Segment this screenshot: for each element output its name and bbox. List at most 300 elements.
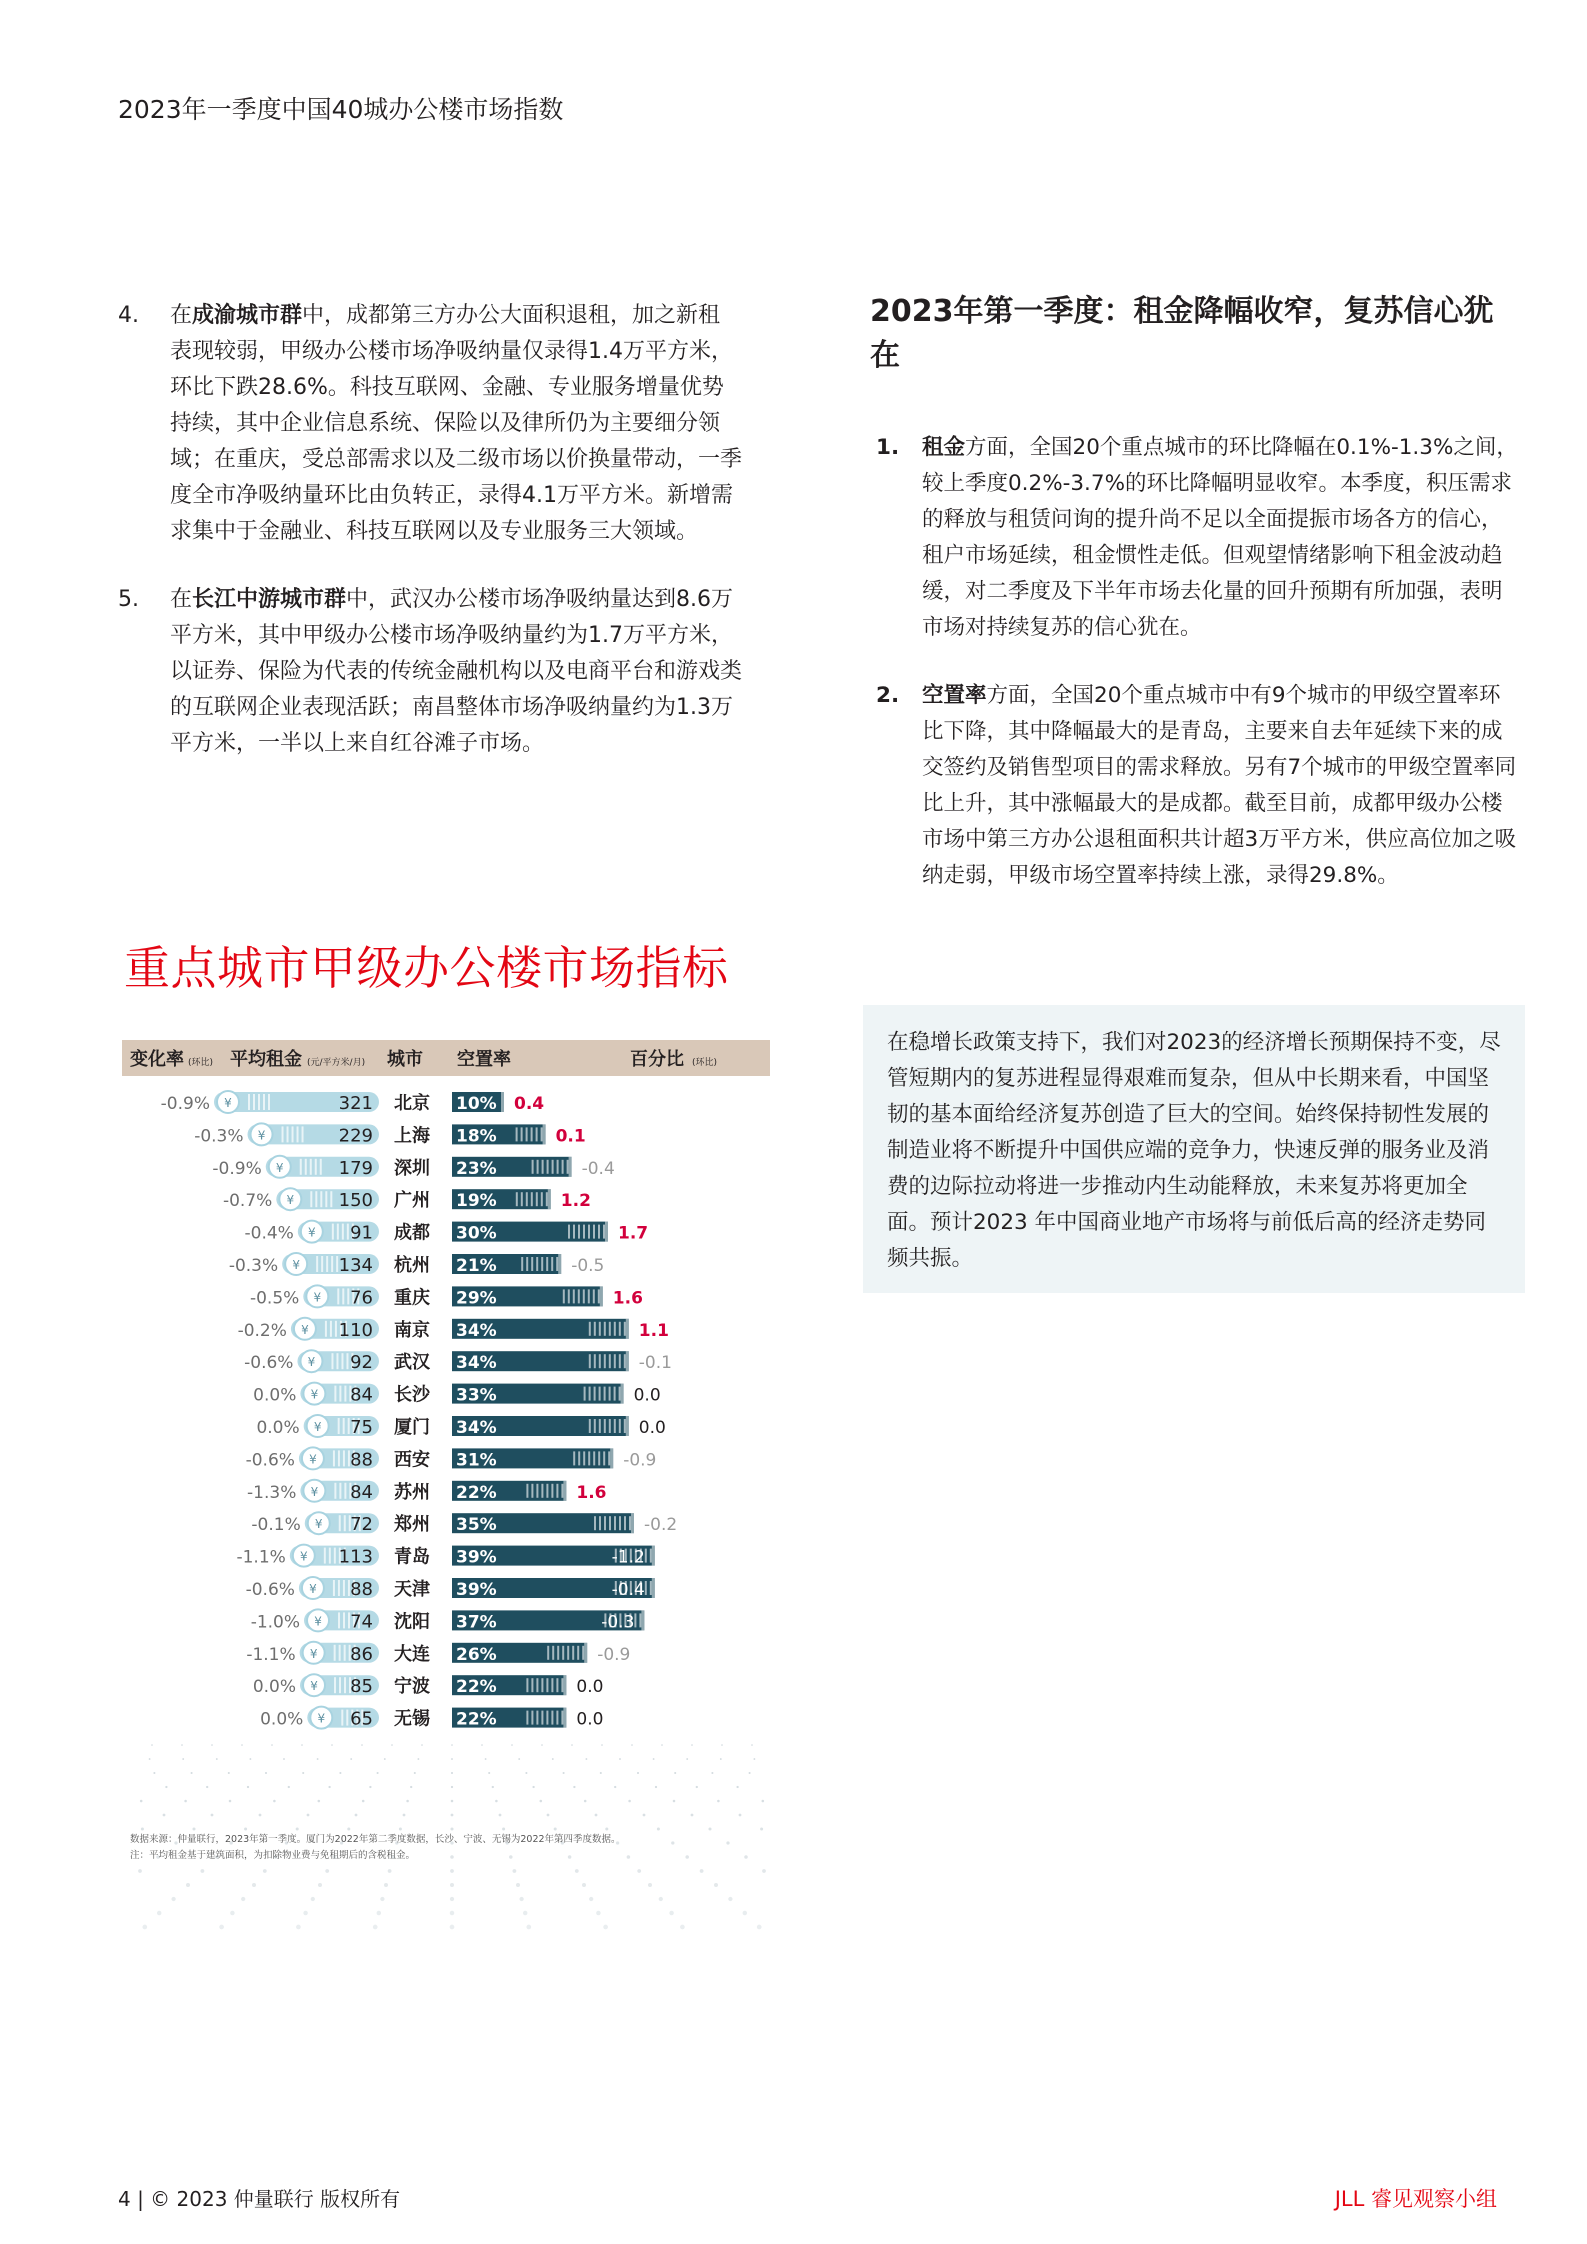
city-label: 深圳 bbox=[394, 1157, 430, 1179]
city-label: 成都 bbox=[394, 1222, 430, 1244]
vacancy-bar-stripe bbox=[614, 1516, 616, 1530]
background-dot bbox=[680, 1925, 685, 1930]
vacancy-bar-stripe bbox=[557, 1160, 559, 1174]
rent-bar-stripe bbox=[320, 1191, 322, 1207]
bold-term: 租金 bbox=[922, 435, 966, 460]
background-dot bbox=[140, 1800, 143, 1803]
background-dot bbox=[720, 1758, 722, 1760]
rent-bar-stripe bbox=[346, 1710, 348, 1726]
yuan-symbol: ¥ bbox=[313, 1290, 322, 1305]
city-label: 南京 bbox=[394, 1319, 430, 1341]
vacancy-bar-stripe bbox=[541, 1127, 543, 1141]
vacancy-bar-stripe bbox=[624, 1516, 626, 1530]
rent-bar-stripe bbox=[338, 1612, 340, 1628]
vacancy-bar-stripe bbox=[599, 1387, 601, 1401]
background-dot bbox=[171, 1897, 175, 1901]
yuan-symbol: ¥ bbox=[314, 1517, 323, 1532]
chart-svg bbox=[122, 1040, 782, 1940]
background-dot bbox=[739, 1814, 742, 1817]
background-dot bbox=[380, 1897, 384, 1901]
rent-bar-stripe bbox=[333, 1450, 335, 1466]
rent-bar-stripe bbox=[329, 1548, 331, 1564]
background-dot bbox=[450, 1883, 454, 1887]
rent-bar-stripe bbox=[334, 1548, 336, 1564]
vacancy-bar-stripe bbox=[583, 1289, 585, 1303]
vacancy-label: 37% bbox=[456, 1612, 497, 1633]
background-dot bbox=[532, 1786, 534, 1788]
background-dot bbox=[499, 1814, 502, 1817]
header-rent-sub: (元/平方米/月) bbox=[307, 1058, 366, 1068]
vacancy-bar-stripe bbox=[556, 1257, 558, 1271]
vacancy-bar-stripe bbox=[604, 1322, 606, 1336]
rent-bar-stripe bbox=[325, 1191, 327, 1207]
vacancy-label: 35% bbox=[456, 1515, 497, 1536]
rent-change-label: -0.9% bbox=[160, 1094, 210, 1114]
paragraph-rent bbox=[870, 430, 1520, 646]
rent-bar-stripe bbox=[321, 1256, 323, 1272]
rent-bar-stripe bbox=[339, 1483, 341, 1499]
background-dot bbox=[736, 1786, 738, 1788]
vacancy-bar-stripe bbox=[573, 1225, 575, 1239]
rent-bar-stripe bbox=[334, 1645, 336, 1661]
yuan-symbol: ¥ bbox=[275, 1160, 284, 1175]
rent-value-label: 65 bbox=[350, 1708, 373, 1730]
vacancy-bar-stripe bbox=[557, 1646, 559, 1660]
vacancy-bar-stripe bbox=[582, 1646, 584, 1660]
vacancy-bar-tip bbox=[563, 1481, 566, 1501]
yuan-symbol: ¥ bbox=[292, 1258, 300, 1272]
city-label: 天津 bbox=[394, 1579, 430, 1600]
background-dot bbox=[184, 1800, 187, 1803]
chart-source-note: 数据来源：仲量联行，2023年第一季度。厦门为2022年第二季度数据，长沙、宁波、无锡为2022年第四季度数据。 bbox=[130, 1834, 621, 1845]
yuan-symbol: ¥ bbox=[309, 1452, 317, 1467]
vacancy-label: 22% bbox=[456, 1482, 497, 1503]
background-dot bbox=[228, 1772, 230, 1774]
vacancy-bar-stripe bbox=[561, 1711, 563, 1725]
paragraph-number: 1. bbox=[876, 435, 900, 460]
background-dot bbox=[451, 1772, 453, 1774]
rent-change-label: 0.0% bbox=[253, 1385, 297, 1406]
rent-bar-stripe bbox=[342, 1288, 344, 1304]
background-dot bbox=[163, 1814, 166, 1817]
rent-bar-stripe bbox=[338, 1450, 340, 1466]
vacancy-change-label: 0.0 bbox=[576, 1677, 604, 1698]
background-dot bbox=[450, 1869, 454, 1873]
vacancy-bar-stripe bbox=[609, 1419, 611, 1433]
vacancy-bar-stripe bbox=[541, 1192, 543, 1206]
rent-bar-stripe bbox=[334, 1386, 336, 1402]
rent-value-label: 88 bbox=[350, 1449, 373, 1471]
background-dot bbox=[628, 1800, 631, 1803]
vacancy-bar-stripe bbox=[578, 1225, 580, 1239]
rent-bar-stripe bbox=[331, 1353, 333, 1369]
vacancy-bar-stripe bbox=[650, 1549, 652, 1563]
background-dot bbox=[417, 1758, 419, 1760]
vacancy-bar-stripe bbox=[542, 1160, 544, 1174]
background-dot bbox=[252, 1883, 256, 1887]
vacancy-bar-stripe bbox=[609, 1516, 611, 1530]
background-dot bbox=[339, 1772, 341, 1774]
city-indicator-chart bbox=[122, 1040, 782, 1940]
rent-bar-stripe bbox=[331, 1256, 333, 1272]
rent-bar-stripe bbox=[316, 1256, 318, 1272]
rent-bar-stripe bbox=[310, 1159, 312, 1175]
bold-term: 长江中游城市群 bbox=[192, 587, 347, 612]
rent-bar-stripe bbox=[263, 1094, 265, 1110]
city-label: 广州 bbox=[394, 1190, 430, 1212]
vacancy-change-label: -0.4 bbox=[581, 1158, 615, 1179]
background-dot bbox=[450, 1827, 453, 1830]
vacancy-bar-stripe bbox=[536, 1484, 538, 1498]
background-dot bbox=[244, 1827, 247, 1830]
city-label: 西安 bbox=[394, 1449, 430, 1471]
vacancy-bar-stripe bbox=[614, 1322, 616, 1336]
vacancy-bar-stripe bbox=[556, 1678, 558, 1692]
background-dot bbox=[744, 1855, 748, 1859]
background-dot bbox=[485, 1758, 487, 1760]
vacancy-change-label: -0.4 bbox=[611, 1580, 645, 1600]
vacancy-bar-stripe bbox=[650, 1581, 652, 1595]
vacancy-bar-stripe bbox=[619, 1354, 621, 1368]
vacancy-bar-tip bbox=[600, 1286, 603, 1306]
rent-bar-stripe bbox=[343, 1580, 345, 1596]
vacancy-label: 23% bbox=[456, 1158, 497, 1179]
vacancy-bar-stripe bbox=[541, 1257, 543, 1271]
yuan-symbol: ¥ bbox=[310, 1679, 318, 1694]
background-dot bbox=[201, 1869, 205, 1873]
yuan-symbol: ¥ bbox=[299, 1549, 308, 1564]
vacancy-bar-stripe bbox=[526, 1257, 528, 1271]
vacancy-bar-tip bbox=[501, 1092, 504, 1112]
rent-value-label: 92 bbox=[350, 1352, 373, 1374]
rent-change-label: -1.1% bbox=[246, 1644, 296, 1665]
footer-copyright: 4 | © 2023 仲量联行 版权所有 bbox=[118, 2187, 401, 2211]
rent-bar-stripe bbox=[344, 1645, 346, 1661]
background-dot bbox=[186, 1883, 190, 1887]
vacancy-bar-stripe bbox=[573, 1289, 575, 1303]
vacancy-bar-stripe bbox=[603, 1451, 605, 1465]
rent-value-label: 84 bbox=[350, 1481, 373, 1503]
background-dot bbox=[573, 1786, 575, 1788]
background-dot bbox=[181, 1744, 183, 1746]
section-heading: 2023年第一季度：租金降幅收窄，复苏信心犹在 bbox=[870, 294, 1494, 373]
left-column bbox=[118, 298, 742, 794]
background-dot bbox=[249, 1758, 251, 1760]
vacancy-bar-stripe bbox=[629, 1516, 631, 1530]
vacancy-bar-stripe bbox=[561, 1678, 563, 1692]
vacancy-bar-stripe bbox=[589, 1419, 591, 1433]
background-dot bbox=[648, 1883, 652, 1887]
rent-bar-stripe bbox=[339, 1677, 341, 1693]
vacancy-bar-stripe bbox=[552, 1646, 554, 1660]
rent-value-label: 84 bbox=[350, 1384, 373, 1406]
vacancy-bar-stripe bbox=[578, 1289, 580, 1303]
vacancy-bar-stripe bbox=[594, 1387, 596, 1401]
rent-value-label: 179 bbox=[338, 1157, 373, 1179]
vacancy-bar-stripe bbox=[546, 1711, 548, 1725]
background-dot bbox=[603, 1925, 608, 1930]
vacancy-bar-stripe bbox=[594, 1354, 596, 1368]
background-dot bbox=[541, 1744, 543, 1746]
rent-value-label: 72 bbox=[350, 1514, 373, 1536]
background-dot bbox=[451, 1800, 454, 1803]
background-dot bbox=[526, 1925, 531, 1930]
background-dot bbox=[708, 1827, 711, 1830]
rent-bar-stripe bbox=[336, 1353, 338, 1369]
vacancy-bar-stripe bbox=[551, 1257, 553, 1271]
background-dot bbox=[627, 1855, 631, 1859]
background-dot bbox=[691, 1744, 693, 1746]
vacancy-bar-stripe bbox=[598, 1289, 600, 1303]
rent-bar-stripe bbox=[330, 1191, 332, 1207]
rent-change-label: -0.6% bbox=[244, 1353, 294, 1374]
vacancy-bar-tip bbox=[610, 1448, 613, 1468]
vacancy-label: 21% bbox=[456, 1256, 497, 1276]
rent-change-label: 0.0% bbox=[256, 1418, 300, 1438]
yuan-symbol: ¥ bbox=[317, 1711, 326, 1726]
vacancy-change-label: 1.7 bbox=[618, 1223, 649, 1244]
background-dot bbox=[760, 1827, 763, 1830]
city-label: 长沙 bbox=[394, 1384, 430, 1406]
background-dot bbox=[410, 1786, 412, 1788]
vacancy-change-label: -0.3 bbox=[601, 1612, 635, 1633]
vacancy-bar-stripe bbox=[556, 1484, 558, 1498]
vacancy-bar-stripe bbox=[568, 1289, 570, 1303]
rent-value-label: 76 bbox=[350, 1287, 373, 1309]
background-dot bbox=[673, 1800, 676, 1803]
vacancy-bar-tip bbox=[563, 1708, 566, 1728]
vacancy-label: 31% bbox=[456, 1450, 497, 1471]
vacancy-bar-stripe bbox=[609, 1387, 611, 1401]
vacancy-bar-stripe bbox=[536, 1678, 538, 1692]
rent-bar-stripe bbox=[297, 1126, 299, 1142]
vacancy-bar-stripe bbox=[521, 1257, 523, 1271]
rent-bar-stripe bbox=[292, 1126, 294, 1142]
background-dot bbox=[751, 1744, 753, 1746]
vacancy-bar-stripe bbox=[526, 1192, 528, 1206]
paragraph-number: 4. bbox=[118, 303, 139, 328]
vacancy-bar-stripe bbox=[584, 1387, 586, 1401]
vacancy-label: 34% bbox=[456, 1353, 497, 1374]
yuan-symbol: ¥ bbox=[309, 1582, 317, 1596]
background-dot bbox=[241, 1744, 243, 1746]
background-dot bbox=[263, 1869, 267, 1873]
background-dot bbox=[265, 1772, 267, 1774]
background-dot bbox=[399, 1827, 402, 1830]
vacancy-bar-stripe bbox=[531, 1127, 533, 1141]
background-dot bbox=[273, 1800, 276, 1803]
background-dot bbox=[247, 1786, 249, 1788]
background-dot bbox=[288, 1786, 290, 1788]
yuan-symbol: ¥ bbox=[308, 1225, 316, 1240]
background-dot bbox=[600, 1772, 602, 1774]
vacancy-bar-stripe bbox=[598, 1225, 600, 1239]
background-dot bbox=[307, 1814, 310, 1817]
background-dot bbox=[403, 1814, 406, 1817]
background-dot bbox=[582, 1883, 586, 1887]
vacancy-bar-stripe bbox=[609, 1354, 611, 1368]
background-dot bbox=[614, 1786, 616, 1788]
vacancy-bar-tip bbox=[584, 1643, 587, 1663]
background-dot bbox=[241, 1897, 245, 1901]
background-dot bbox=[711, 1772, 713, 1774]
rent-change-label: -0.5% bbox=[249, 1288, 300, 1309]
background-dot bbox=[406, 1800, 409, 1803]
background-dot bbox=[450, 1897, 454, 1901]
background-dot bbox=[192, 1827, 195, 1830]
background-dot bbox=[584, 1800, 587, 1803]
vacancy-change-label: -1.2 bbox=[611, 1547, 645, 1568]
header-rent: 平均租金 bbox=[230, 1049, 302, 1070]
rent-bar-stripe bbox=[342, 1224, 344, 1240]
header-vacancy: 空置率 bbox=[457, 1049, 511, 1070]
background-dot bbox=[283, 1758, 285, 1760]
vacancy-bar-stripe bbox=[551, 1678, 553, 1692]
background-dot bbox=[762, 1800, 765, 1803]
vacancy-bar-tip bbox=[652, 1578, 655, 1598]
background-dot bbox=[495, 1800, 498, 1803]
vacancy-bar-tip bbox=[569, 1157, 572, 1177]
rent-change-label: -0.4% bbox=[244, 1223, 294, 1244]
vacancy-bar-stripe bbox=[531, 1711, 533, 1725]
background-dot bbox=[138, 1869, 142, 1873]
vacancy-bar-stripe bbox=[552, 1160, 554, 1174]
vacancy-change-label: -0.1 bbox=[638, 1353, 672, 1374]
vacancy-label: 29% bbox=[456, 1288, 497, 1309]
vacancy-bar-stripe bbox=[599, 1354, 601, 1368]
rent-bar-stripe bbox=[302, 1126, 304, 1142]
vacancy-bar-stripe bbox=[531, 1678, 533, 1692]
rent-bar-stripe bbox=[339, 1645, 341, 1661]
yuan-symbol: ¥ bbox=[309, 1646, 318, 1661]
background-dot bbox=[149, 1758, 151, 1760]
background-dot bbox=[302, 1772, 304, 1774]
background-dot bbox=[384, 1883, 388, 1887]
background-dot bbox=[659, 1897, 663, 1901]
background-dot bbox=[519, 1897, 523, 1901]
paragraph-text: 中，武汉办公楼市场净吸纳量达到8.6万平方米，其中甲级办公楼市场净吸纳量约为1.7万平方米，以证券、保险为代表的传统金融机构以及电商平台和游戏类的互联网企业表现活跃；南昌整体市场净吸纳量约为1.3万平方米，一半以上来自红谷滩子市场。 bbox=[170, 587, 743, 756]
background-dot bbox=[518, 1758, 520, 1760]
vacancy-label: 34% bbox=[456, 1418, 497, 1438]
background-dot bbox=[153, 1772, 155, 1774]
vacancy-bar-stripe bbox=[599, 1516, 601, 1530]
background-dot bbox=[762, 1869, 766, 1873]
vacancy-bar-stripe bbox=[532, 1160, 534, 1174]
vacancy-bar-stripe bbox=[526, 1678, 528, 1692]
rent-bar-stripe bbox=[268, 1094, 270, 1110]
background-dot bbox=[721, 1744, 723, 1746]
background-dot bbox=[568, 1855, 572, 1859]
vacancy-label: 10% bbox=[456, 1094, 497, 1114]
rent-bar-stripe bbox=[347, 1288, 349, 1304]
vacancy-bar-stripe bbox=[594, 1419, 596, 1433]
rent-change-label: -0.3% bbox=[194, 1126, 244, 1147]
background-dot bbox=[523, 1911, 527, 1915]
rent-bar-stripe bbox=[344, 1515, 346, 1531]
vacancy-label: 39% bbox=[456, 1580, 497, 1600]
background-dot bbox=[637, 1772, 639, 1774]
vacancy-bar-stripe bbox=[589, 1387, 591, 1401]
rent-bar-stripe bbox=[344, 1386, 346, 1402]
background-dot bbox=[271, 1744, 273, 1746]
vacancy-bar-stripe bbox=[577, 1646, 579, 1660]
background-dot bbox=[361, 1744, 363, 1746]
vacancy-change-label: 1.2 bbox=[560, 1191, 591, 1212]
background-dot bbox=[605, 1827, 608, 1830]
background-dot bbox=[643, 1814, 646, 1817]
header-change: 变化率 bbox=[130, 1049, 184, 1070]
rent-value-label: 321 bbox=[338, 1093, 373, 1114]
rent-bar-stripe bbox=[287, 1126, 289, 1142]
vacancy-bar-stripe bbox=[645, 1581, 647, 1595]
rent-change-label: -0.9% bbox=[212, 1158, 262, 1179]
rent-bar-stripe bbox=[344, 1483, 346, 1499]
yuan-symbol: ¥ bbox=[307, 1355, 316, 1370]
rent-bar-stripe bbox=[315, 1191, 317, 1207]
vacancy-bar-stripe bbox=[556, 1711, 558, 1725]
vacancy-bar-stripe bbox=[526, 1127, 528, 1141]
vacancy-bar-stripe bbox=[645, 1549, 647, 1563]
yuan-symbol: ¥ bbox=[314, 1614, 322, 1629]
yuan-symbol: ¥ bbox=[224, 1096, 232, 1110]
vacancy-bar-stripe bbox=[624, 1354, 626, 1368]
vacancy-bar-stripe bbox=[547, 1160, 549, 1174]
background-dot bbox=[619, 1758, 621, 1760]
vacancy-change-label: 0.0 bbox=[633, 1385, 661, 1406]
rent-bar-stripe bbox=[338, 1580, 340, 1596]
vacancy-bar-stripe bbox=[551, 1711, 553, 1725]
vacancy-label: 19% bbox=[456, 1191, 497, 1212]
vacancy-bar-tip bbox=[621, 1384, 624, 1404]
vacancy-bar-stripe bbox=[573, 1451, 575, 1465]
vacancy-bar-tip bbox=[558, 1254, 561, 1274]
background-dot bbox=[488, 1772, 490, 1774]
rent-bar-stripe bbox=[343, 1612, 345, 1628]
vacancy-bar-stripe bbox=[588, 1225, 590, 1239]
background-dot bbox=[373, 1925, 378, 1930]
vacancy-bar-stripe bbox=[603, 1225, 605, 1239]
bold-prefix: 在 bbox=[170, 303, 193, 328]
rent-bar-stripe bbox=[334, 1483, 336, 1499]
rent-change-label: -1.1% bbox=[236, 1547, 286, 1568]
background-dot bbox=[347, 1827, 350, 1830]
vacancy-bar-tip bbox=[626, 1319, 629, 1339]
background-dot bbox=[655, 1786, 657, 1788]
vacancy-bar-stripe bbox=[521, 1127, 523, 1141]
chart-footnote: 注：平均租金基于建筑面积，为扣除物业费与免租期后的含税租金。 bbox=[130, 1850, 416, 1861]
vacancy-bar-stripe bbox=[516, 1192, 518, 1206]
rent-value-label: 134 bbox=[338, 1255, 373, 1276]
vacancy-label: 34% bbox=[456, 1320, 497, 1341]
footer-brand: JLL 睿见观察小组 bbox=[1334, 2187, 1497, 2211]
background-dot bbox=[696, 1786, 698, 1788]
vacancy-bar-stripe bbox=[624, 1419, 626, 1433]
vacancy-bar-stripe bbox=[537, 1160, 539, 1174]
rent-bar-stripe bbox=[339, 1515, 341, 1531]
yuan-symbol: ¥ bbox=[310, 1387, 319, 1402]
header-pct: 百分比 bbox=[630, 1049, 684, 1070]
rent-bar-stripe bbox=[332, 1224, 334, 1240]
background-dot bbox=[749, 1772, 751, 1774]
background-dot bbox=[451, 1814, 454, 1817]
background-dot bbox=[350, 1758, 352, 1760]
vacancy-change-label: -0.9 bbox=[623, 1450, 657, 1471]
paragraph-text: 方面，全国20个重点城市中有9个城市的甲级空置率环比下降，其中降幅最大的是青岛，主要来自去年延续下来的成交签约及销售型项目的需求释放。另有7个城市的甲级空置率同比上升，其中涨幅最大的是成都。截至目前，成都甲级办公楼市场中第三方办公退租面积共计超3万平方米，供应高位加之吸纳走弱，甲级市场空置率持续上涨，录得29.8%。 bbox=[922, 683, 1517, 888]
yuan-symbol: ¥ bbox=[310, 1484, 319, 1499]
background-dot bbox=[552, 1758, 554, 1760]
background-dot bbox=[388, 1869, 392, 1873]
city-label: 苏州 bbox=[394, 1481, 430, 1503]
